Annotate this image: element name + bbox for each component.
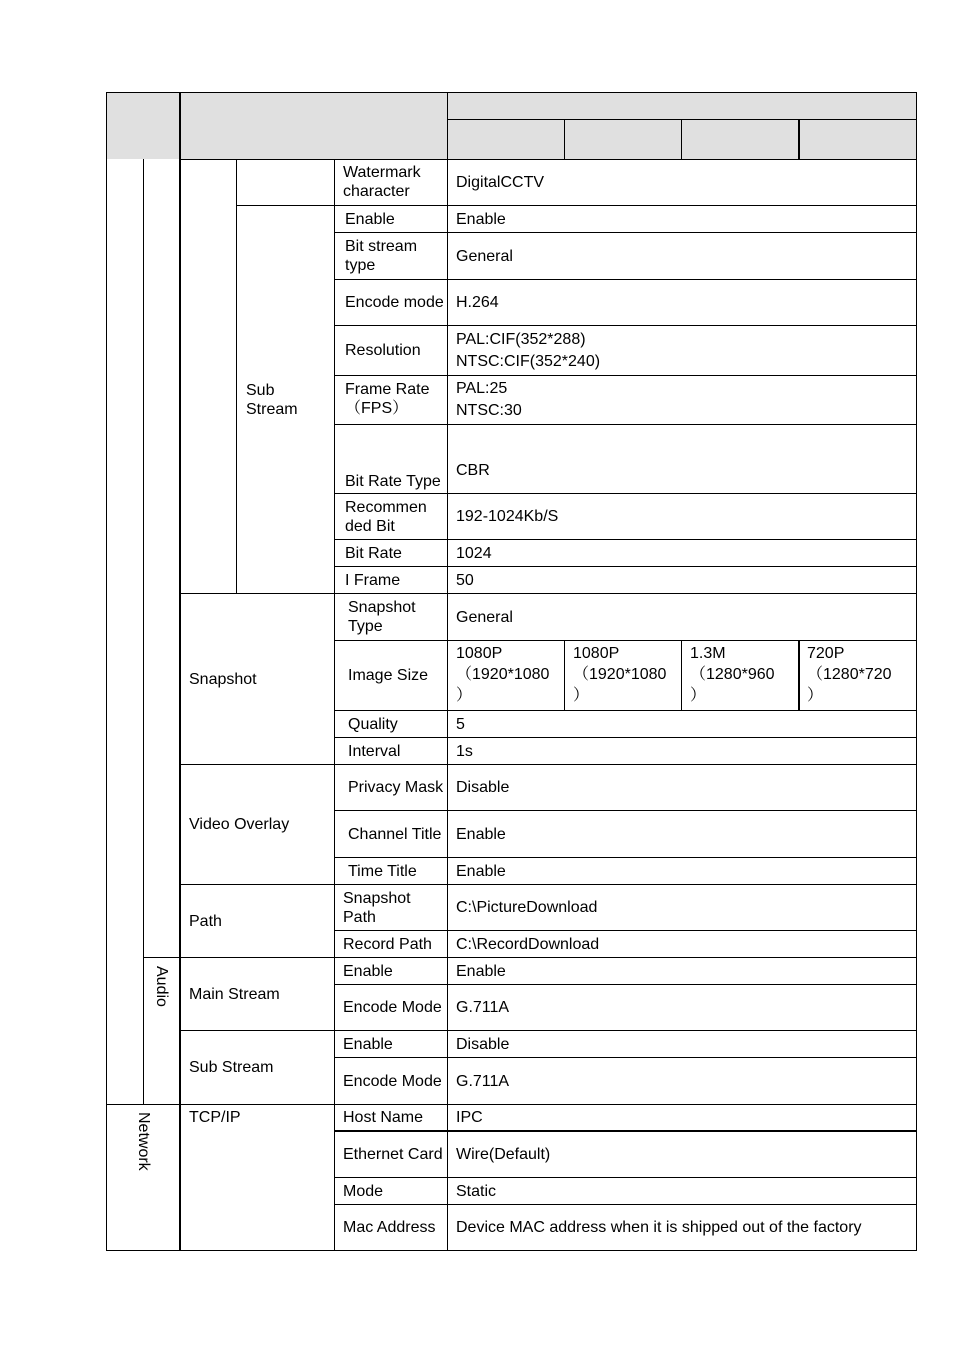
header-divider (564, 119, 565, 159)
header-divider (798, 119, 800, 159)
value-image-size-3: 1.3M （1280*960 ） (690, 645, 775, 704)
group-label-video-overlay: Video Overlay (189, 816, 290, 833)
column-divider (681, 640, 682, 711)
param-snapshot-type: Snapshot Type (348, 599, 416, 635)
row-divider (179, 1030, 917, 1031)
group-label-snapshot: Snapshot (189, 670, 257, 688)
row-divider (334, 1204, 917, 1205)
value-privacy-mask: Disable (456, 779, 510, 796)
border-left (106, 92, 107, 1251)
param-i-frame: I Frame (345, 571, 401, 589)
value-frame-rate: PAL:25 NTSC:30 (456, 380, 522, 419)
param-interval: Interval (348, 742, 401, 760)
row-divider (179, 884, 917, 885)
value-quality: 5 (456, 715, 465, 733)
value-channel-title: Enable (456, 825, 506, 843)
column-divider (564, 640, 565, 711)
row-divider (334, 930, 917, 931)
param-bit-stream-type: Bit stream type (345, 238, 418, 274)
value-interval: 1s (456, 742, 473, 760)
param-bit-rate-type: Bit Rate Type (345, 473, 441, 490)
row-divider (334, 424, 917, 425)
row-divider (334, 737, 917, 738)
row-divider (143, 957, 917, 958)
section-label-network: Network (135, 1112, 152, 1171)
value-recommended-bit: 192-1024Kb/S (456, 508, 559, 525)
column-divider (143, 159, 144, 1105)
param-mode: Mode (343, 1182, 384, 1200)
group-label-audio-sub-stream: Sub Stream (189, 1059, 274, 1076)
value-audio-sub-encode-mode: G.711A (456, 1072, 510, 1090)
row-divider (334, 810, 917, 811)
value-encode-mode: H.264 (456, 294, 499, 311)
param-enable: Enable (345, 210, 395, 228)
param-bit-rate: Bit Rate (345, 544, 402, 562)
row-divider (334, 710, 917, 711)
param-time-title: Time Title (348, 862, 417, 880)
value-snapshot-path: C:\PictureDownload (456, 899, 598, 916)
row-divider (179, 764, 917, 765)
row-divider (334, 279, 917, 280)
row-divider (334, 857, 917, 858)
header-divider (447, 119, 917, 120)
param-recommended-bit: Recommen ded Bit (345, 498, 427, 535)
value-image-size-1: 1080P （1920*1080 ） (456, 645, 550, 704)
header-divider (179, 92, 181, 159)
value-snapshot-type: General (456, 608, 513, 626)
column-divider (334, 159, 335, 1251)
value-watermark-character: DigitalCCTV (456, 173, 545, 191)
value-mode: Static (456, 1182, 497, 1200)
param-quality: Quality (348, 715, 398, 733)
value-bit-rate: 1024 (456, 544, 492, 562)
param-audio-main-encode-mode: Encode Mode (343, 999, 442, 1016)
param-image-size: Image Size (348, 667, 429, 684)
value-enable: Enable (456, 210, 506, 228)
param-audio-main-enable: Enable (343, 962, 393, 980)
param-encode-mode: Encode mode (345, 294, 444, 311)
value-audio-sub-enable: Disable (456, 1035, 510, 1053)
value-image-size-4: 720P （1280*720 ） (807, 645, 892, 704)
param-frame-rate: Frame Rate （FPS） (345, 381, 430, 417)
header-divider (447, 92, 448, 159)
border-right (916, 92, 917, 1251)
column-divider (179, 159, 181, 1251)
param-channel-title: Channel Title (348, 825, 442, 843)
param-record-path: Record Path (343, 935, 432, 953)
row-divider (334, 232, 917, 233)
value-audio-main-encode-mode: G.711A (456, 999, 510, 1016)
param-resolution: Resolution (345, 342, 421, 359)
param-audio-sub-enable: Enable (343, 1035, 393, 1053)
value-record-path: C:\RecordDownload (456, 935, 600, 953)
group-label-tcpip: TCP/IP (189, 1109, 241, 1126)
group-label-path: Path (189, 912, 222, 930)
column-divider (798, 640, 800, 711)
header-divider (681, 119, 682, 159)
border-top (106, 92, 917, 93)
param-host-name: Host Name (343, 1109, 424, 1126)
row-divider (334, 325, 917, 326)
param-audio-sub-encode-mode: Encode Mode (343, 1072, 442, 1090)
border-bottom (106, 1250, 917, 1251)
value-bit-rate-type: CBR (456, 462, 490, 479)
value-time-title: Enable (456, 862, 506, 880)
row-divider (334, 375, 917, 376)
column-divider (236, 159, 237, 594)
param-ethernet-card: Ethernet Card (343, 1145, 443, 1163)
param-privacy-mask: Privacy Mask (348, 779, 444, 796)
row-divider (334, 539, 917, 540)
row-divider (106, 1104, 917, 1105)
value-resolution: PAL:CIF(352*288) NTSC:CIF(352*240) (456, 330, 601, 370)
param-mac-address: Mac Address (343, 1219, 436, 1236)
row-divider (179, 593, 917, 594)
value-bit-stream-type: General (456, 247, 513, 265)
row-divider (334, 493, 917, 494)
row-divider (334, 1057, 917, 1058)
value-image-size-2: 1080P （1920*1080 ） (573, 645, 667, 704)
group-label-sub-stream: Sub Stream (246, 381, 298, 418)
row-divider (334, 1130, 917, 1132)
param-watermark-character: Watermark character (343, 164, 421, 200)
row-divider (334, 984, 917, 985)
value-mac-address: Device MAC address when it is shipped out of the factory (456, 1219, 862, 1236)
param-snapshot-path: Snapshot Path (343, 889, 411, 926)
value-i-frame: 50 (456, 571, 474, 589)
header-divider (179, 159, 917, 160)
value-audio-main-enable: Enable (456, 962, 506, 980)
row-divider (334, 640, 917, 641)
column-divider (447, 159, 448, 1251)
value-host-name: IPC (456, 1109, 483, 1126)
group-label-audio-main-stream: Main Stream (189, 985, 280, 1003)
value-ethernet-card: Wire(Default) (456, 1145, 551, 1163)
row-divider (236, 205, 917, 206)
table-header (107, 93, 916, 159)
section-label-audio: Audio (153, 966, 170, 1007)
row-divider (334, 566, 917, 567)
row-divider (334, 1177, 917, 1178)
